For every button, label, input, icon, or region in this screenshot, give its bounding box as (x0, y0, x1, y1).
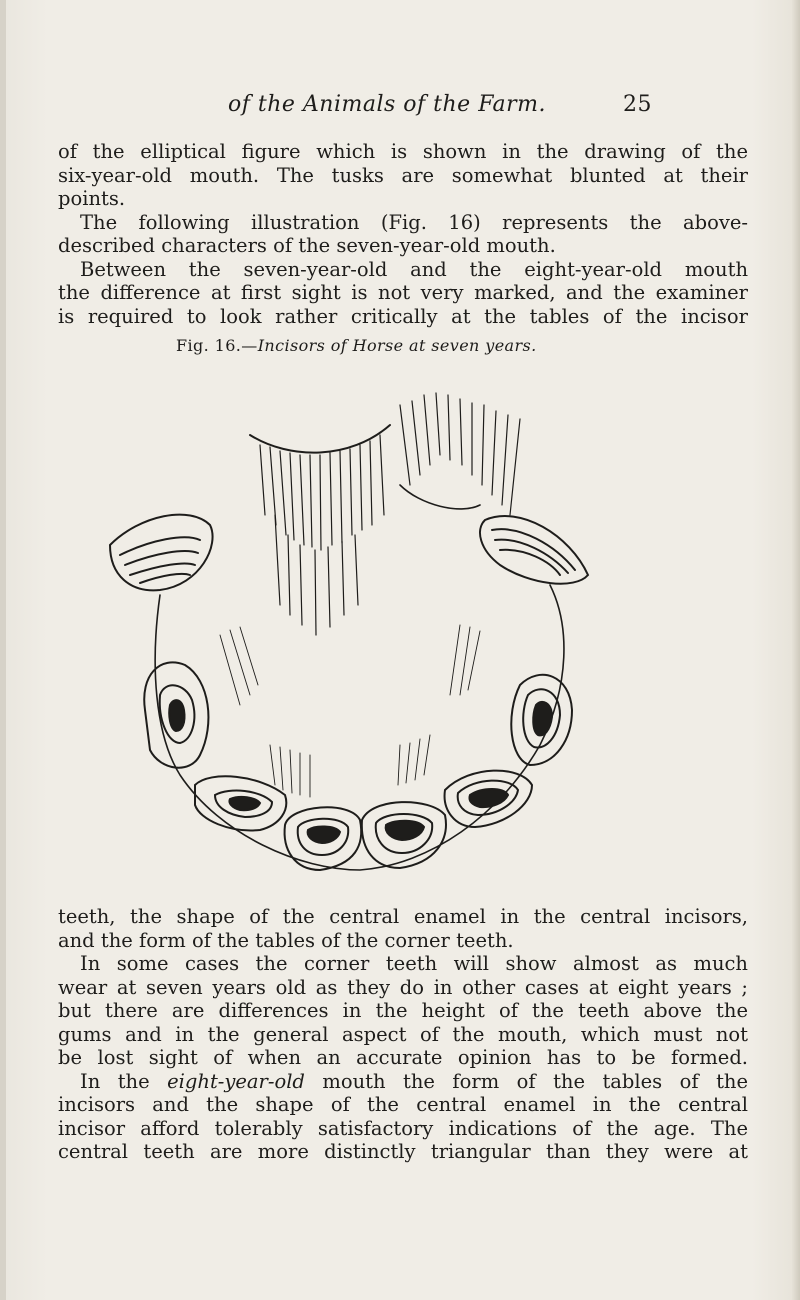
text-line: the difference at first sight is not very marked, and the examiner (58, 281, 748, 304)
text-line: six-year-old mouth. The tusks are somewhat blunted at their (58, 163, 748, 187)
top-text-block (58, 140, 748, 328)
text-line: Between the seven-year-old and the eight-year-old mouth (80, 257, 748, 281)
running-head: of the Animals of the Farm. (228, 92, 546, 117)
figure-caption (176, 336, 636, 355)
text-line: incisor afford tolerably satisfactory indications of the age. The (58, 1116, 748, 1140)
emphasis-after: mouth the form of the tables of the (304, 1069, 748, 1093)
jaw-outline (155, 585, 564, 870)
right-central-incisor (362, 802, 446, 868)
emphasis-italic: eight-year-old (167, 1069, 305, 1093)
text-line: gums and in the general aspect of the mouth, which must not (58, 1022, 748, 1046)
text-line: of the elliptical figure which is shown in the drawing of the (58, 140, 748, 163)
incisors-drawing (100, 365, 600, 885)
text-line: wear at seven years old as they do in other cases at eight years ; (58, 975, 748, 999)
emphasis-before: In the (80, 1069, 168, 1093)
text-line: but there are differences in the height of the teeth above the (58, 999, 748, 1022)
text-line: teeth, the shape of the central enamel in the central incisors, (58, 905, 748, 928)
page-header (228, 92, 652, 122)
palate-hatching (220, 625, 480, 797)
figure-title: Incisors of Horse at seven years. (257, 336, 537, 355)
left-tusk (110, 515, 213, 591)
text-line: The following illustration (Fig. 16) represents the above- (80, 210, 748, 234)
figure-label: Fig. 16.— (176, 336, 258, 355)
text-line: and the form of the tables of the corner teeth. (58, 928, 514, 952)
right-tusk (480, 516, 588, 584)
gum-hatching (250, 393, 520, 635)
text-line: central teeth are more distinctly triangular than they were at (58, 1140, 748, 1163)
text-line: described characters of the seven-year-old mouth. (58, 234, 556, 257)
bottom-text-block (58, 905, 748, 1164)
text-line-with-emphasis (58, 1070, 748, 1094)
right-corner-incisor (511, 675, 572, 765)
left-corner-incisor (144, 662, 208, 767)
text-line: incisors and the shape of the central enamel in the central (58, 1093, 748, 1116)
incisors-illustration (100, 365, 600, 885)
page-number: 25 (623, 92, 652, 117)
text-line: is required to look rather critically at the tables of the incisor (58, 304, 748, 328)
text-line: be lost sight of when an accurate opinion has to be formed. (58, 1046, 748, 1069)
page-right-edge (792, 0, 800, 1300)
text-line: points. (58, 187, 126, 210)
text-line: In some cases the corner teeth will show almost as much (80, 952, 748, 975)
page-left-edge (0, 0, 6, 1300)
right-lateral-incisor (445, 771, 532, 827)
left-lateral-incisor (195, 776, 286, 830)
left-central-incisor (285, 807, 362, 870)
